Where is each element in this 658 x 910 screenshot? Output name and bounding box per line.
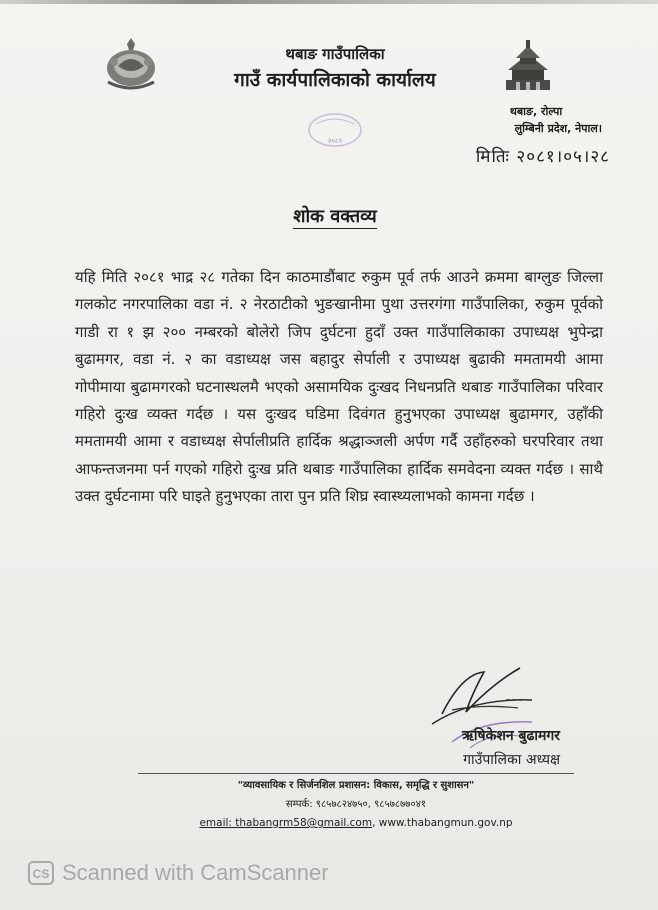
office-stamp-icon [306, 110, 364, 150]
document-title [200, 204, 470, 228]
nepal-emblem-icon [100, 38, 162, 92]
signatory-title: गाउँपालिका अध्यक्ष [463, 752, 560, 768]
condolence-body: यहि मिति २०८१ भाद्र २८ गतेका दिन काठमाडौंबाट रुकुम पूर्व तर्फ आउने क्रममा बाग्लुङ जिल्ला गलकोट नगरपालिका वडा नं. २ नेरठाटीको भुङखानीमा पुथा उत्तरगंगा गाउँपालिका, रुकुम पूर्वको गाडी रा १ झ २०० नम्बरको बोलेरो जिप दुर्घटना हुदाँ उक्त गाउँपालिकाका उपाध्यक्ष भुपेन्द्रा बुढामगर, वडा नं. २ का वडाध्यक्ष जस बहादुर सेर्पाली र उपाध्यक्ष बुढाकी ममतामयी आमा गोपीमाया बुढामगरको घटनास्थलमै भएको असामयिक दुःखद निधनप्रति थबाङ गाउँपालिका परिवार गहिरो दुःख व्यक्त गर्दछ । यस दुःखद घडिमा दिवंगत हुनुभएका उपाध्यक्ष बुढामगर, उहाँकी ममतामयी आमा र वडाध्यक्ष सेर्पालीप्रति हार्दिक श्रद्धाञ्जली अर्पण गर्दै उहाँहरुको घरपरिवार तथा आफन्तजनमा पर्न गएको गहिरो दुःख प्रति थबाङ गाउँपालिका हार्दिक समवेदना व्यक्त गर्दछ । साथै उक्त दुर्घटनामा परि घाइते हुनुभएका तारा पुन प्रति शिघ्र स्वास्थ्यलाभको कामना गर्दछ । [75, 268, 603, 506]
footer-web [138, 817, 574, 829]
address-line-1: थबाङ, रोल्पा [509, 105, 563, 118]
office-name: गाउँ कार्यपालिकाको कार्यालय [234, 69, 436, 91]
camscanner-logo-icon [28, 861, 54, 885]
footer-contact: सम्पर्क: ९८५७८२४७५०, ९८५७८७७०४१ [285, 799, 427, 810]
footer-email[interactable]: email: thabangrm58@gmail.com [199, 817, 373, 829]
document-title-text: शोक वक्तव्य [293, 206, 377, 227]
stamp-year: २०८१ [327, 137, 343, 145]
camscanner-watermark: Scanned with CamScanner [62, 860, 329, 885]
footer-website[interactable]: , www.thabangmun.gov.np [372, 817, 513, 829]
footer-slogan: "व्यावसायिक र सिर्जनशिल प्रशासन: विकास, समृद्धि र सुशासन" [237, 780, 475, 791]
footer-divider [138, 773, 574, 774]
temple-logo-icon [500, 40, 556, 96]
org-name: थबाङ गाउँपालिका [285, 45, 385, 63]
scan-edge [0, 0, 658, 4]
signatory-name: ऋषिकेशन बुढामगर [461, 728, 560, 744]
camscanner-logo-text: CS [32, 867, 50, 881]
document-date: मितिः २०८१।०५।२८ [475, 147, 610, 167]
address-line-2: लुम्बिनी प्रदेश, नेपाल। [514, 122, 602, 135]
